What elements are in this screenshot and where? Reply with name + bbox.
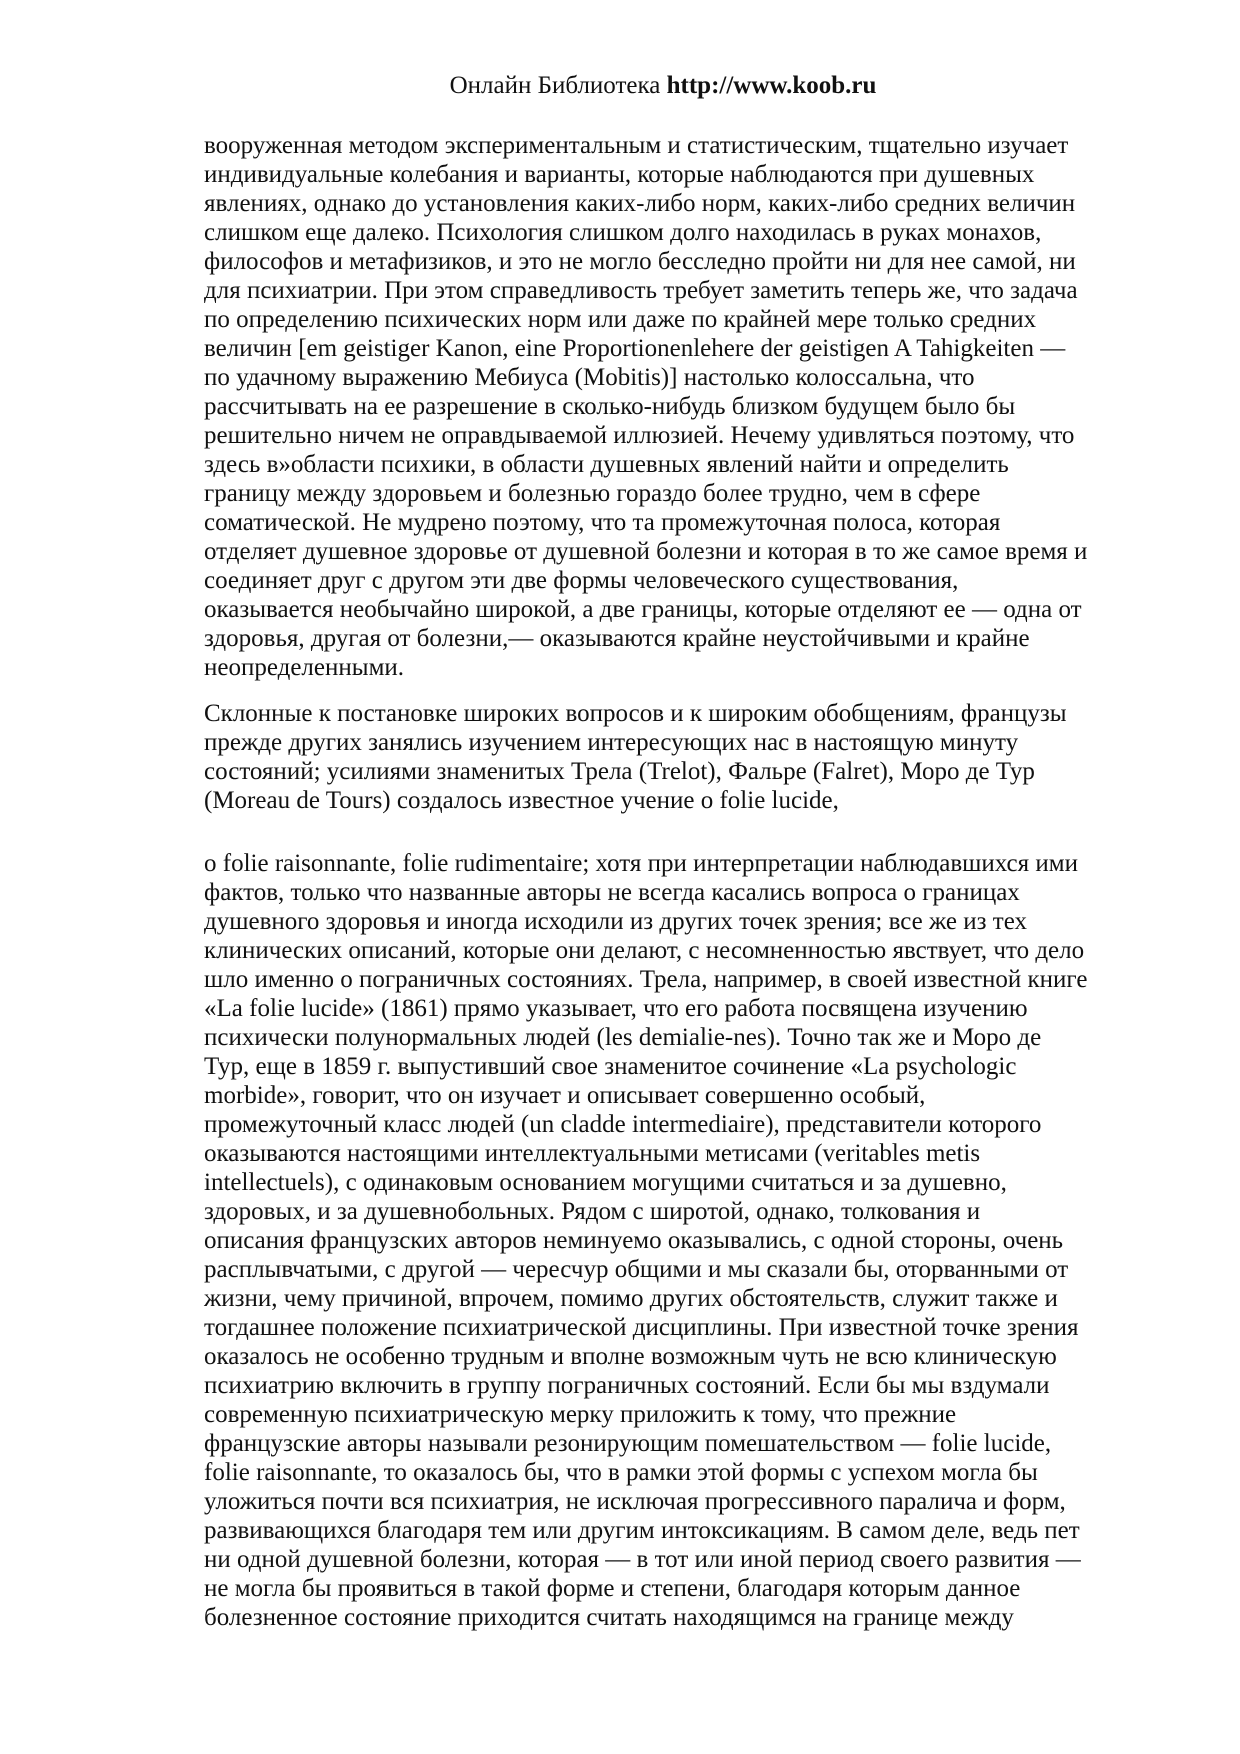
text-line: по определению психических норм или даже по крайней мере только средних xyxy=(204,306,1037,333)
page-header xyxy=(204,70,1122,102)
text-line: современную психиатрическую мерку приложить к тому, что прежние xyxy=(204,1401,957,1428)
text-line: состояний; усилиями знаменитых Трела (Trelot), Фальре (Falret), Моро де Тур xyxy=(204,758,1035,785)
text-line: оказывается необычайно широкой, а две границы, которые отделяют ее — одна от xyxy=(204,596,1082,623)
text-line: Тур, еще в 1859 г. выпустивший свое знаменитое сочинение «La psychologic xyxy=(204,1053,1017,1080)
text-line: Склонные к постановке широких вопросов и к широким обобщениям, французы xyxy=(204,700,1067,727)
text-line: «La folie lucide» (1861) прямо указывает, что его работа посвящена изучению xyxy=(204,995,1028,1022)
text-line: intellectuels), с одинаковым основанием могущими считаться и за душевно, xyxy=(204,1169,1007,1196)
text-line: уложиться почти вся психиатрия, не исключая прогрессивного паралича и форм, xyxy=(204,1488,1066,1515)
library-url[interactable]: http://www.koob.ru xyxy=(666,72,877,99)
paragraph-2 xyxy=(204,699,1104,815)
text-line: здоровья, другая от болезни,— оказываются крайне неустойчивыми и крайне xyxy=(204,625,1030,652)
text-line: o folie raisonnante, folie rudimentaire; хотя при интерпретации наблюдавшихся ими xyxy=(204,850,1078,877)
text-line: morbide», говорит, что он изучает и описывает совершенно особый, xyxy=(204,1082,926,1109)
text-line: отделяет душевное здоровье от душевной болезни и которая в то же самое время и xyxy=(204,538,1088,565)
text-line: вооруженная методом экспериментальным и статистическим, тщательно изучает xyxy=(204,132,1069,159)
text-line: душевного здоровья и иногда исходили из других точек зрения; все же из тех xyxy=(204,908,1027,935)
text-line: слишком еще далеко. Психология слишком долго находилась в руках монахов, xyxy=(204,219,1042,246)
text-line: ни одной душевной болезни, которая — в тот или иной период своего развития — xyxy=(204,1546,1081,1573)
paragraph-3 xyxy=(204,849,1104,1632)
text-line: жизни, чему причиной, впрочем, помимо других обстоятельств, служит также и xyxy=(204,1285,1058,1312)
text-line: явлениях, однако до установления каких-либо норм, каких-либо средних величин xyxy=(204,190,1076,217)
text-line: здоровых, и за душевнобольных. Рядом с широтой, однако, толкования и xyxy=(204,1198,981,1225)
text-line: прежде других занялись изучением интересующих нас в настоящую минуту xyxy=(204,729,1019,756)
text-line: тогдашнее положение психиатрической дисциплины. При известной точке зрения xyxy=(204,1314,1079,1341)
text-line: величин [em geistiger Kanon, eine Proportionenlehere der geistigen A Tahigkeiten — xyxy=(204,335,1066,362)
text-line: промежуточный класс людей (un cladde intermediaire), представители которого xyxy=(204,1111,1042,1138)
text-line: шло именно о пограничных состояниях. Трела, например, в своей известной книге xyxy=(204,966,1088,993)
text-line: границу между здоровьем и болезнью гораздо более трудно, чем в сфере xyxy=(204,480,981,507)
library-name: Онлайн Библиотека xyxy=(449,72,661,99)
text-line: индивидуальные колебания и варианты, которые наблюдаются при душевных xyxy=(204,161,1035,188)
text-line: описания французских авторов неминуемо оказывались, с одной стороны, очень xyxy=(204,1227,1064,1254)
text-line: фактов, только что названные авторы не всегда касались вопроса о границах xyxy=(204,879,1020,906)
paragraph-1 xyxy=(204,131,1104,682)
text-line: не могла бы проявиться в такой форме и степени, благодаря которым данное xyxy=(204,1575,1021,1602)
text-line: оказалось не особенно трудным и вполне возможным чуть не всю клиническую xyxy=(204,1343,1057,1370)
text-line: французские авторы называли резонирующим помешательством — folie lucide, xyxy=(204,1430,1052,1457)
text-line: развивающихся благодаря тем или другим интоксикациям. В самом деле, ведь пет xyxy=(204,1517,1080,1544)
text-line: folie raisonnante, то оказалось бы, что в рамки этой формы с успехом могла бы xyxy=(204,1459,1038,1486)
text-line: философов и метафизиков, и это не могло бесследно пройти ни для нее самой, ни xyxy=(204,248,1076,275)
text-line: для психиатрии. При этом справедливость требует заметить теперь же, что задача xyxy=(204,277,1078,304)
text-line: соматической. Не мудрено поэтому, что та промежуточная полоса, которая xyxy=(204,509,1001,536)
text-line: соединяет друг с другом эти две формы человеческого существования, xyxy=(204,567,959,594)
text-line: болезненное состояние приходится считать находящимся на границе между xyxy=(204,1604,1014,1631)
text-line: (Moreau de Tours) создалось известное учение о folie lucide, xyxy=(204,787,839,814)
text-line: здесь в»области психики, в области душевных явлений найти и определить xyxy=(204,451,1009,478)
text-line: оказываются настоящими интеллектуальными метисами (veritables metis xyxy=(204,1140,981,1167)
text-line: расплывчатыми, с другой — чересчур общими и мы сказали бы, оторванными от xyxy=(204,1256,1069,1283)
text-line: психиатрию включить в группу пограничных состояний. Если бы мы вздумали xyxy=(204,1372,1050,1399)
text-line: решительно ничем не оправдываемой иллюзией. Нечему удивляться поэтому, что xyxy=(204,422,1075,449)
text-line: неопределенными. xyxy=(204,654,405,681)
text-line: психически полунормальных людей (les demialie-nes). Точно так же и Моро де xyxy=(204,1024,1042,1051)
text-line: клинических описаний, которые они делают, с несомненностью явствует, что дело xyxy=(204,937,1085,964)
text-line: рассчитывать на ее разрешение в сколько-нибудь близком будущем было бы xyxy=(204,393,1016,420)
text-line: по удачному выражению Мебиуса (Mobitis)] настолько колоссальна, что xyxy=(204,364,975,391)
